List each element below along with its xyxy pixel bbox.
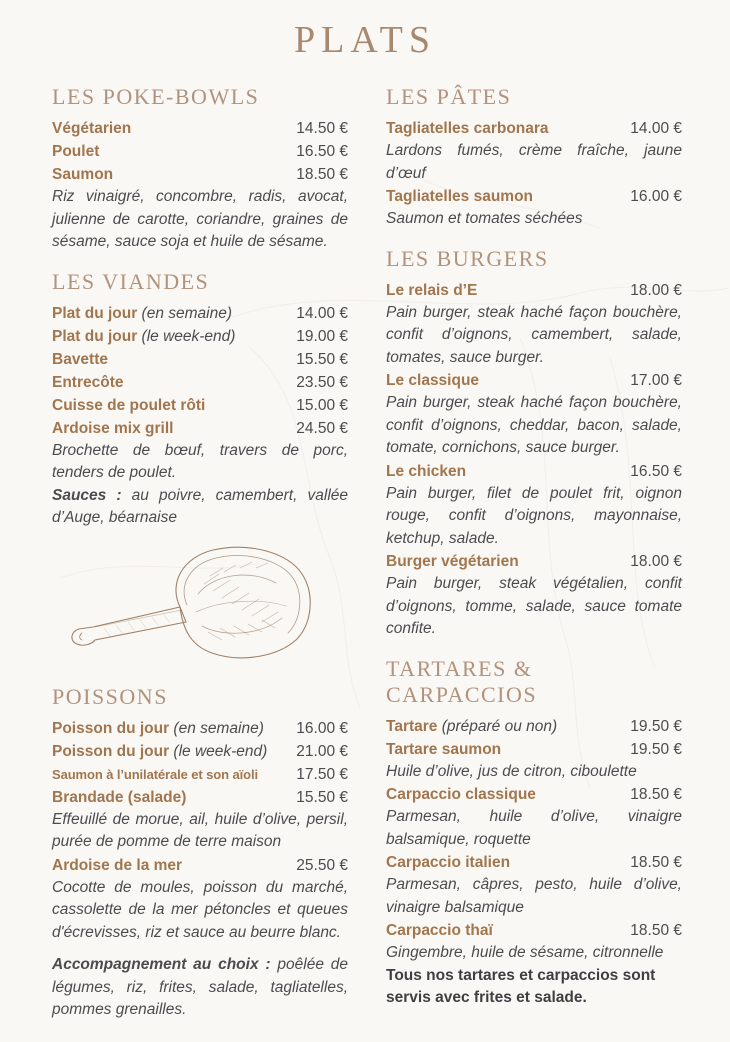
item-description: Parmesan, huile d’olive, vinaigre balsamique, roquette (386, 808, 682, 848)
item-price: 18.00 € (630, 281, 682, 299)
item-price: 16.00 € (630, 188, 682, 205)
item-description: Pain burger, filet de poulet frit, oignon rouge, confit d’oignons, mayonnaise, ketchup, salade. (386, 484, 682, 547)
item-description: Cocotte de moules, poisson du marché, cassolette de la mer pétoncles et queues d'écrevisses, riz et sauce au beurre blanc. (52, 878, 348, 941)
item-name: Le relais d’E (386, 281, 478, 299)
item-name: Bavette (52, 350, 108, 368)
item-description: Lardons fumés, crème fraîche, jaune d’œuf (386, 142, 682, 182)
menu-item-row (52, 417, 348, 440)
item-name-suffix: (le week-end) (137, 327, 236, 345)
menu-item-row (52, 140, 348, 163)
menu-column-right (386, 84, 682, 1022)
item-price: 19.50 € (630, 717, 682, 735)
item-price: 24.50 € (296, 419, 348, 437)
menu-note: Sauces : au poivre, camembert, vallée d’Auge, béarnaise (52, 486, 349, 526)
menu-note: Accompagnement au choix : poêlée de légumes, riz, frites, salade, tagliatelles, pommes grenailles. (52, 956, 348, 1018)
menu-item-row (386, 919, 682, 942)
item-price: 17.50 € (296, 765, 348, 783)
item-name: Plat du jour (le week-end) (52, 327, 236, 345)
item-price: 14.00 € (296, 304, 348, 322)
item-description: Brochette de bœuf, travers de porc, tenders de poulet. (52, 441, 348, 481)
note-lead: Accompagnement au choix : (52, 956, 278, 973)
item-price: 15.00 € (296, 396, 348, 414)
menu-item-row (386, 369, 682, 392)
item-price: 18.50 € (296, 166, 348, 183)
item-name: Le classique (386, 372, 480, 389)
item-name: Carpaccio classique (386, 786, 536, 803)
item-name: Brandade (salade) (52, 788, 187, 806)
menu-item-row (52, 325, 348, 348)
section-heading: LES BURGERS (386, 245, 549, 271)
item-name: Végétarien (52, 120, 132, 137)
menu-item-row (386, 185, 682, 208)
item-name-suffix: (préparé ou non) (437, 717, 558, 735)
item-price: 18.50 € (630, 922, 682, 939)
menu-item-row (52, 717, 348, 740)
menu-item-row (52, 371, 348, 394)
item-description: Huile d’olive, jus de citron, ciboulette (386, 762, 637, 780)
item-price: 23.50 € (296, 373, 348, 391)
item-price: 21.00 € (296, 742, 348, 760)
item-price: 14.50 € (296, 120, 348, 137)
menu-item-row (52, 786, 348, 809)
page-title: PLATS (294, 19, 436, 61)
menu-item-row (386, 279, 682, 302)
item-name: Carpaccio thaï (386, 922, 493, 939)
menu-item-row (52, 740, 348, 763)
item-price: 19.50 € (630, 740, 682, 758)
menu-section (386, 246, 682, 641)
menu-item-row (386, 117, 682, 140)
item-description: Gingembre, huile de sésame, citronnelle (386, 944, 664, 961)
menu-section (52, 684, 348, 1022)
menu-item-row (52, 163, 348, 186)
menu-item-row (52, 117, 348, 140)
item-description: Riz vinaigré, concombre, radis, avocat, julienne de carotte, coriandre, graines de sésame, sauce soja et huile de sésame. (52, 188, 348, 250)
item-name: Burger végétarien (386, 553, 519, 570)
menu-item-row (386, 460, 682, 483)
item-description: Effeuillé de morue, ail, huile d’olive, persil, purée de pomme de terre maison (52, 810, 348, 850)
item-price: 15.50 € (296, 788, 348, 806)
steak-sketch-image (64, 536, 316, 664)
item-price: 16.50 € (296, 143, 348, 160)
item-name: Le chicken (386, 462, 467, 480)
item-price: 19.00 € (296, 327, 348, 345)
menu-section (52, 269, 348, 669)
menu-section (52, 84, 348, 254)
item-name: Poisson du jour (le week-end) (52, 742, 268, 760)
item-description: Saumon et tomates séchées (386, 210, 583, 227)
item-name-suffix: (le week-end) (169, 742, 268, 760)
menu-item-row (386, 550, 682, 573)
item-name-suffix: (en semaine) (137, 304, 233, 322)
item-name: Saumon (52, 166, 114, 183)
menu-item-row (52, 302, 348, 325)
section-heading: TARTARES & CARPACCIOS (386, 655, 538, 707)
item-name: Tagliatelles carbonara (386, 120, 549, 137)
section-heading: POISSONS (52, 683, 168, 709)
menu-item-row (386, 783, 682, 806)
menu-section (386, 84, 682, 231)
menu-item-row (386, 715, 682, 738)
item-price: 18.00 € (630, 553, 682, 570)
item-description: Pain burger, steak végétalien, confit d’oignons, tomme, salade, sauce tomate confite. (386, 575, 682, 637)
item-name: Ardoise de la mer (52, 856, 183, 874)
menu-item-row (52, 348, 348, 371)
section-heading: LES VIANDES (52, 268, 210, 294)
item-description: Pain burger, steak haché façon bouchère, confit d’oignons, cheddar, bacon, salade, tomate, cornichons, sauce burger. (386, 394, 682, 456)
item-name: Saumon à l’unilatérale et son aïoli (52, 766, 258, 782)
item-name: Carpaccio italien (386, 854, 511, 871)
item-name-suffix: (en semaine) (169, 719, 264, 737)
item-name: Cuisse de poulet rôti (52, 396, 206, 414)
menu-item-row (386, 851, 682, 874)
menu-item-row (52, 763, 348, 786)
service-note: Tous nos tartares et carpaccios sont servis avec frites et salade. (386, 966, 656, 1006)
menu-columns (0, 84, 730, 1022)
item-name: Tartare saumon (386, 740, 502, 758)
item-name: Poulet (52, 143, 100, 160)
item-price: 14.00 € (630, 120, 682, 137)
item-name: Tartare (préparé ou non) (386, 717, 558, 735)
menu-item-row (52, 854, 348, 877)
item-name: Plat du jour (en semaine) (52, 304, 233, 322)
section-heading: LES PÂTES (386, 84, 512, 109)
item-price: 18.50 € (630, 854, 682, 871)
menu-section (386, 656, 682, 1010)
menu-column-left (52, 84, 348, 1022)
section-heading: LES POKE-BOWLS (52, 84, 260, 109)
item-name: Entrecôte (52, 373, 124, 391)
note-lead: Sauces : (52, 486, 132, 504)
item-price: 18.50 € (630, 786, 682, 803)
item-price: 25.50 € (296, 856, 348, 874)
item-name: Poisson du jour (en semaine) (52, 719, 264, 737)
item-price: 16.50 € (630, 462, 682, 480)
item-description: Pain burger, steak haché façon bouchère, confit d’oignons, camembert, salade, tomates, sauce burger. (386, 303, 682, 366)
item-name: Ardoise mix grill (52, 419, 174, 437)
menu-item-row (386, 738, 682, 761)
item-price: 15.50 € (296, 350, 348, 368)
item-price: 17.00 € (630, 372, 682, 389)
steak-illustration (64, 536, 348, 669)
item-description: Parmesan, câpres, pesto, huile d’olive, vinaigre balsamique (386, 876, 682, 916)
item-price: 16.00 € (296, 719, 348, 737)
item-name: Tagliatelles saumon (386, 188, 534, 205)
menu-item-row (52, 394, 348, 417)
